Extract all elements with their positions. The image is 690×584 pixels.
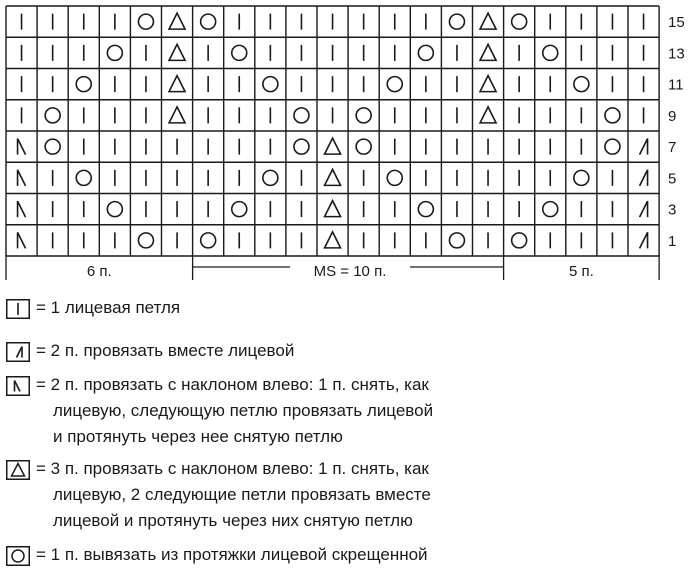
- sk2p-symbol: [325, 169, 341, 185]
- yarn-over-symbol: [356, 108, 371, 123]
- yarn-over-symbol: [76, 170, 91, 185]
- sk2p-symbol: [480, 76, 496, 92]
- yarn-over-symbol: [232, 202, 247, 217]
- knit-icon: [6, 299, 30, 319]
- k2tog-icon: [6, 342, 30, 362]
- row-number: 5: [668, 170, 677, 188]
- yarn-over-symbol: [263, 170, 278, 185]
- sk2p-symbol: [325, 232, 341, 248]
- yarn-over-symbol: [605, 139, 620, 154]
- sk2p-symbol: [169, 44, 185, 60]
- legend-text: [36, 338, 294, 364]
- yo-icon: [6, 546, 30, 566]
- yarn-over-symbol: [449, 14, 464, 29]
- k2tog-symbol: [640, 139, 648, 155]
- yarn-over-symbol: [543, 202, 558, 217]
- yarn-over-symbol: [512, 14, 527, 29]
- k2tog-symbol: [640, 201, 648, 217]
- repeat-label-right: 5 п.: [568, 263, 594, 280]
- legend-text: [36, 456, 431, 534]
- sk2p-symbol: [169, 76, 185, 92]
- row-number: 9: [668, 107, 677, 125]
- yarn-over-symbol: [512, 233, 527, 248]
- sk2p-symbol: [480, 13, 496, 29]
- yarn-over-symbol: [543, 45, 558, 60]
- yarn-over-symbol: [201, 14, 216, 29]
- legend-line: = 2 п. провязать вместе лицевой: [36, 341, 295, 360]
- sk2p-symbol: [480, 44, 496, 60]
- yarn-over-symbol: [449, 233, 464, 248]
- row-number: 13: [668, 45, 685, 63]
- yarn-over-symbol: [263, 77, 278, 92]
- sk2p-symbol: [169, 107, 185, 123]
- legend-text: [36, 295, 180, 321]
- sk2p-symbol: [480, 107, 496, 123]
- yarn-over-symbol: [107, 202, 122, 217]
- ssk-symbol: [18, 170, 26, 186]
- ssk-symbol: [18, 232, 26, 248]
- legend-line: = 2 п. провязать с наклоном влево: 1 п. снять, как: [36, 375, 429, 394]
- yarn-over-symbol: [605, 108, 620, 123]
- legend-line: лицевую, следующую петлю провязать лицевой: [53, 401, 434, 420]
- legend-line: лицевую, 2 следующие петли провязать вместе: [53, 485, 431, 504]
- k2tog-symbol: [640, 232, 648, 248]
- s3-icon: [6, 460, 30, 480]
- yarn-over-symbol: [45, 108, 60, 123]
- yarn-over-symbol: [418, 45, 433, 60]
- yarn-over-symbol: [418, 202, 433, 217]
- row-number: 15: [668, 14, 685, 32]
- sk2p-symbol: [325, 138, 341, 154]
- yarn-over-symbol: [387, 77, 402, 92]
- ssk-symbol: [18, 201, 26, 217]
- row-number: 3: [668, 201, 677, 219]
- yarn-over-symbol: [574, 77, 589, 92]
- yarn-over-symbol: [138, 233, 153, 248]
- legend-line: = 1 п. вывязать из протяжки лицевой скрещенной: [36, 545, 428, 564]
- row-number: 1: [668, 232, 677, 250]
- ssk-symbol: [18, 139, 26, 155]
- legend-line: = 1 лицевая петля: [36, 298, 181, 317]
- k2tog-symbol: [640, 170, 648, 186]
- repeat-label-left: 6 п.: [86, 263, 112, 280]
- yarn-over-symbol: [574, 170, 589, 185]
- row-number: 11: [668, 76, 684, 94]
- legend-text: [36, 372, 433, 450]
- legend-line: = 3 п. провязать с наклоном влево: 1 п. снять, как: [36, 459, 429, 478]
- yarn-over-symbol: [356, 139, 371, 154]
- yarn-over-symbol: [232, 45, 247, 60]
- sk2p-symbol: [169, 13, 185, 29]
- yarn-over-symbol: [294, 139, 309, 154]
- legend-text: [36, 542, 428, 568]
- yarn-over-symbol: [138, 14, 153, 29]
- yarn-over-symbol: [76, 77, 91, 92]
- legend-line: лицевой и протянуть через них снятую петлю: [53, 511, 413, 530]
- yarn-over-symbol: [387, 170, 402, 185]
- row-number: 7: [668, 139, 677, 157]
- yarn-over-symbol: [107, 45, 122, 60]
- ssk-icon: [6, 376, 30, 396]
- legend-line: и протянуть через нее снятую петлю: [53, 427, 343, 446]
- yarn-over-symbol: [201, 233, 216, 248]
- yarn-over-symbol: [294, 108, 309, 123]
- repeat-label-middle: MS = 10 п.: [313, 263, 387, 280]
- yarn-over-symbol: [45, 139, 60, 154]
- sk2p-symbol: [325, 201, 341, 217]
